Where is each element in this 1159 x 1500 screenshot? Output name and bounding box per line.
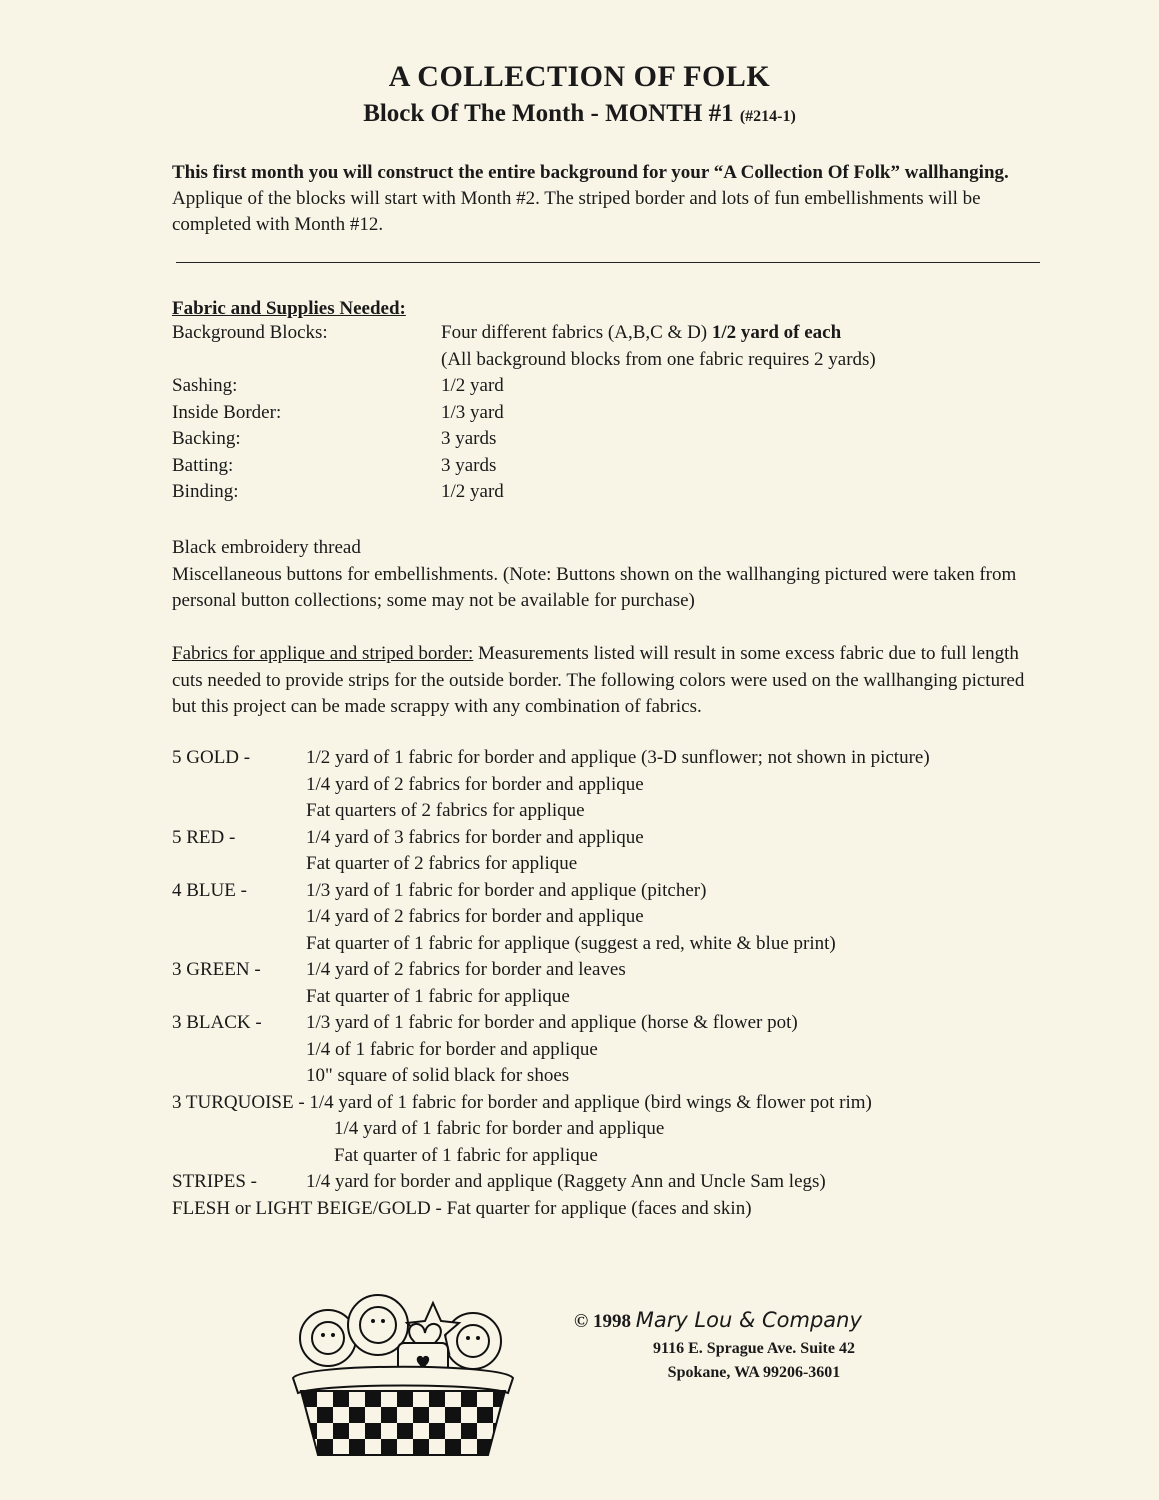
basket-check xyxy=(381,1407,397,1423)
fabrics-intro-text: Measurements listed will result in some excess fabric due to full length cuts needed to provide strips for the outside border. The following colors were used on the wallhanging pictured but this project can be made scrappy with any combination of fabrics. xyxy=(172,643,1025,717)
color-desc: 1/4 yard of 1 fabric for border and applique xyxy=(334,1118,665,1139)
basket-check xyxy=(509,1407,523,1423)
copyright-text: © 1998 xyxy=(574,1311,631,1332)
color-desc: Fat quarter of 1 fabric for applique (suggest a red, white & blue print) xyxy=(306,932,836,954)
color-line xyxy=(172,1198,752,1220)
document-title: A COLLECTION OF FOLK xyxy=(388,60,771,93)
divider-line xyxy=(176,262,1040,263)
color-desc: 1/4 yard of 3 fabrics for border and applique xyxy=(306,826,644,848)
basket-check xyxy=(333,1423,349,1439)
supply-value-text: (All background blocks from one fabric requires 2 yards) xyxy=(441,348,876,370)
document-subtitle xyxy=(0,100,1159,128)
supply-label: Batting: xyxy=(172,454,234,476)
color-desc: 1/4 of 1 fabric for border and applique xyxy=(306,1038,598,1060)
misc-line-1: Black embroidery thread xyxy=(172,537,361,558)
basket-check xyxy=(413,1407,429,1423)
color-line xyxy=(172,1092,872,1114)
supply-value-bold: 1/2 yard of each xyxy=(711,322,842,343)
basket-check xyxy=(445,1439,461,1455)
supply-value xyxy=(441,322,841,344)
color-desc: 1/4 yard of 2 fabrics for border and applique xyxy=(306,906,644,927)
basket-logo-icon xyxy=(283,1283,523,1463)
supply-value-text: 3 yards xyxy=(441,428,497,449)
basket-check xyxy=(429,1391,445,1407)
basket-check xyxy=(381,1439,397,1455)
supply-label: Backing: xyxy=(172,428,241,449)
misc-notes xyxy=(172,535,1052,615)
color-name: 3 GREEN - xyxy=(172,959,261,980)
intro-paragraph xyxy=(172,160,1052,238)
supply-value xyxy=(441,402,504,424)
company-name: Mary Lou & Company xyxy=(635,1308,862,1332)
address-line-2: Spokane, WA 99206-3601 xyxy=(667,1364,841,1381)
color-name: STRIPES - xyxy=(172,1171,257,1192)
misc-line-2: Miscellaneous buttons for embellishments. (Note: Buttons shown on the wallhanging pictured were taken from personal button collections; some may not be available for purchase) xyxy=(172,563,1017,611)
color-desc: 1/4 yard of 2 fabrics for border and leaves xyxy=(306,959,626,980)
basket-check xyxy=(301,1423,317,1439)
basket-check xyxy=(365,1423,381,1439)
intro-normal: Applique of the blocks will start with Month #2. The striped border and lots of fun embellishments will be completed with Month #12. xyxy=(172,188,981,235)
fabrics-intro-label: Fabrics for applique and striped border: xyxy=(172,643,474,664)
supply-label: Sashing: xyxy=(172,375,238,396)
color-desc: Fat quarter for applique (faces and skin) xyxy=(446,1197,752,1219)
supply-value-text: 1/2 yard xyxy=(441,375,504,396)
basket-check xyxy=(317,1439,333,1455)
color-desc: 1/4 yard of 1 fabric for border and applique (bird wings & flower pot rim) xyxy=(309,1091,872,1113)
color-desc: 10" square of solid black for shoes xyxy=(306,1065,570,1086)
intro-bold: This first month you will construct the entire background for your “A Collection Of Folk” wallhanging. xyxy=(172,162,1009,183)
color-name: 5 RED - xyxy=(172,826,236,848)
color-name: FLESH or LIGHT BEIGE/GOLD - xyxy=(172,1197,442,1219)
basket-check xyxy=(333,1391,349,1407)
basket-check xyxy=(461,1391,477,1407)
address-line-1: 9116 E. Sprague Ave. Suite 42 xyxy=(653,1340,855,1357)
basket-check xyxy=(509,1439,523,1455)
supply-label: Binding: xyxy=(172,481,239,502)
color-desc: Fat quarter of 1 fabric for applique xyxy=(306,985,570,1007)
basket-check xyxy=(349,1439,365,1455)
color-desc: 1/2 yard of 1 fabric for border and applique (3-D sunflower; not shown in picture) xyxy=(306,747,930,768)
supply-value xyxy=(441,375,504,397)
basket-check xyxy=(413,1439,429,1455)
pattern-code: (#214-1) xyxy=(739,108,796,125)
basket-check xyxy=(397,1423,413,1439)
color-name: 3 BLACK - xyxy=(172,1012,262,1033)
supply-value xyxy=(441,428,496,450)
supply-label: Inside Border: xyxy=(172,401,282,423)
supplies-heading: Fabric and Supplies Needed: xyxy=(172,298,406,319)
basket-check xyxy=(397,1391,413,1407)
color-desc: Fat quarter of 1 fabric for applique xyxy=(334,1144,598,1166)
supply-value xyxy=(441,349,876,371)
color-desc: Fat quarter of 2 fabrics for applique xyxy=(306,853,578,874)
fabrics-intro-paragraph xyxy=(172,641,1052,721)
supply-value-text: 1/2 yard xyxy=(441,481,504,502)
color-desc: 1/4 yard for border and applique (Raggety Ann and Uncle Sam legs) xyxy=(306,1171,826,1192)
supply-label: Background Blocks: xyxy=(172,322,328,343)
supply-value-text: 3 yards xyxy=(441,454,497,476)
color-name: 3 TURQUOISE - xyxy=(172,1091,305,1113)
basket-check xyxy=(461,1423,477,1439)
supply-value-text: Four different fabrics (A,B,C & D) xyxy=(441,322,708,343)
color-desc: 1/3 yard of 1 fabric for border and applique (pitcher) xyxy=(306,879,707,901)
basket-check xyxy=(477,1407,493,1423)
basket-check xyxy=(445,1407,461,1423)
basket-check xyxy=(365,1391,381,1407)
copyright-line xyxy=(574,1308,862,1333)
subtitle-text: Block Of The Month - MONTH #1 xyxy=(363,100,734,127)
color-desc: Fat quarters of 2 fabrics for applique xyxy=(306,800,585,821)
supply-value-text: 1/3 yard xyxy=(441,401,504,423)
basket-check xyxy=(349,1407,365,1423)
color-desc: 1/3 yard of 1 fabric for border and applique (horse & flower pot) xyxy=(306,1012,798,1033)
basket-check xyxy=(429,1423,445,1439)
color-name: 5 GOLD - xyxy=(172,747,251,768)
supply-value xyxy=(441,455,496,477)
supply-value xyxy=(441,481,504,503)
basket-check xyxy=(317,1407,333,1423)
color-desc: 1/4 yard of 2 fabrics for border and applique xyxy=(306,773,644,795)
color-name: 4 BLUE - xyxy=(172,879,247,901)
